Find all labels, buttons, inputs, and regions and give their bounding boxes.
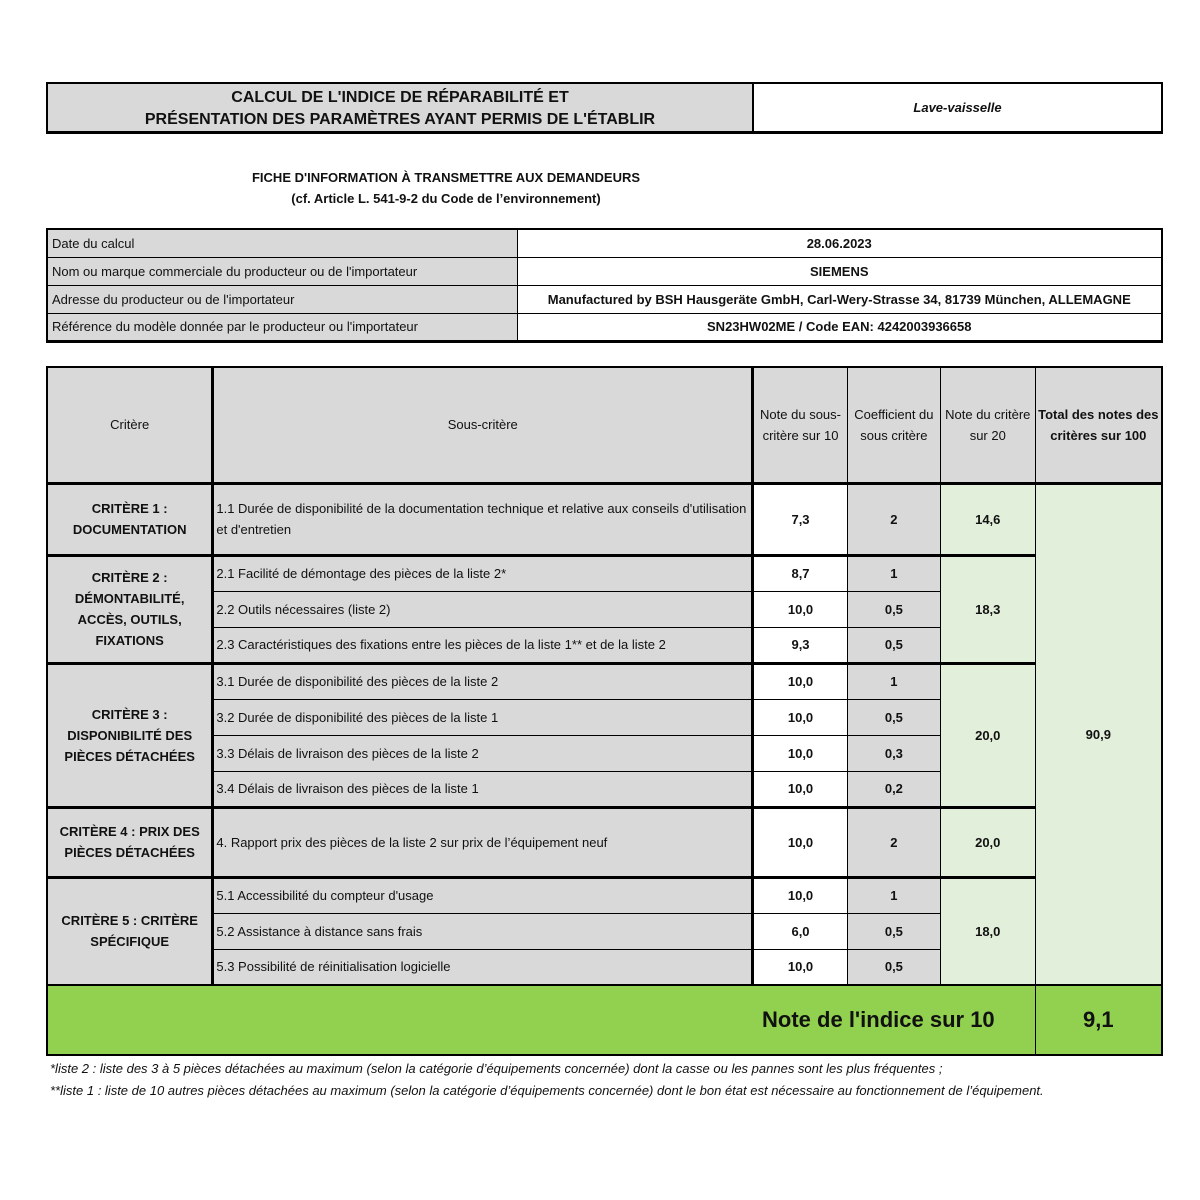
criterion-1-name: CRITÈRE 1 : DOCUMENTATION [47,483,213,555]
criterion-1-note: 14,6 [940,483,1035,555]
total-score: 90,9 [1035,483,1162,985]
sub-criterion-label: 5.3 Possibilité de réinitialisation logicielle [213,949,753,985]
info-row [47,257,1162,285]
sub-criterion-label: 2.1 Facilité de démontage des pièces de la liste 2* [213,555,753,591]
sub-criterion-label: 2.3 Caractéristiques des fixations entre les pièces de la liste 1** et de la liste 2 [213,627,753,663]
sub-criterion-label: 3.1 Durée de disponibilité des pièces de la liste 2 [213,663,753,699]
sub-criterion-label: 1.1 Durée de disponibilité de la documentation technique et relative aux conseils d'utilisation et d'entretien [213,483,753,555]
final-score-label: Note de l'indice sur 10 [47,985,1035,1055]
sub-criterion-label: 5.1 Accessibilité du compteur d'usage [213,877,753,913]
sub-criterion-coef: 1 [847,663,940,699]
info-table [46,228,1163,343]
sub-criterion-coef: 0,2 [847,771,940,807]
final-row [47,985,1162,1055]
sub-criterion-note: 10,0 [753,699,848,735]
subtitle-line-2: (cf. Article L. 541-9-2 du Code de l’environnement) [291,191,601,206]
criterion-2-name: CRITÈRE 2 : DÉMONTABILITÉ, ACCÈS, OUTILS, FIXATIONS [47,555,213,663]
title-line-1: CALCUL DE L'INDICE DE RÉPARABILITÉ ET [231,89,569,106]
sub-criterion-coef: 0,3 [847,735,940,771]
col-sous-critere: Sous-critère [213,367,753,483]
info-label: Date du calcul [47,229,517,257]
info-label: Adresse du producteur ou de l'importateur [47,285,517,313]
col-coefficient: Coefficient du sous critère [847,367,940,483]
sub-criterion-note: 10,0 [753,949,848,985]
criterion-2-note: 18,3 [940,555,1035,663]
sub-criterion-label: 3.4 Délais de livraison des pièces de la liste 1 [213,771,753,807]
sub-criterion-label: 2.2 Outils nécessaires (liste 2) [213,591,753,627]
criterion-4-note: 20,0 [940,807,1035,877]
table-header-row [47,367,1162,483]
table-row [47,807,1162,877]
sub-criterion-note: 10,0 [753,591,848,627]
sub-criterion-label: 4. Rapport prix des pièces de la liste 2 sur prix de l’équipement neuf [213,807,753,877]
sub-criterion-note: 9,3 [753,627,848,663]
col-critere: Critère [47,367,213,483]
sub-criterion-note: 10,0 [753,877,848,913]
sub-criterion-coef: 1 [847,555,940,591]
sub-criterion-coef: 1 [847,877,940,913]
document-title [46,82,754,134]
footnote-2: **liste 1 : liste de 10 autres pièces détachées au maximum (selon la catégorie d’équipements concernée) dont le bon état est nécessaire au fonctionnement de l’équipement. [50,1083,1044,1098]
sub-criterion-note: 7,3 [753,483,848,555]
sub-criterion-note: 8,7 [753,555,848,591]
table-row [47,877,1162,913]
sub-criterion-coef: 0,5 [847,627,940,663]
info-row [47,285,1162,313]
sub-criterion-note: 6,0 [753,913,848,949]
sub-criterion-label: 5.2 Assistance à distance sans frais [213,913,753,949]
product-type: Lave-vaisselle [752,82,1163,134]
criterion-5-name: CRITÈRE 5 : CRITÈRE SPÉCIFIQUE [47,877,213,985]
info-value: SIEMENS [517,257,1162,285]
sub-criterion-coef: 0,5 [847,949,940,985]
sub-criterion-coef: 2 [847,807,940,877]
sub-criterion-note: 10,0 [753,771,848,807]
col-note-sous-critere: Note du sous-critère sur 10 [753,367,848,483]
sub-criterion-label: 3.2 Durée de disponibilité des pièces de la liste 1 [213,699,753,735]
score-table [46,366,1163,1056]
sub-criterion-note: 10,0 [753,735,848,771]
footnote-1: *liste 2 : liste des 3 à 5 pièces détachées au maximum (selon la catégorie d’équipements concernée) dont la casse ou les pannes sont les plus fréquentes ; [50,1061,943,1076]
final-score-value: 9,1 [1035,985,1162,1055]
col-note-critere: Note du critère sur 20 [940,367,1035,483]
sub-criterion-note: 10,0 [753,807,848,877]
info-value: 28.06.2023 [517,229,1162,257]
criterion-4-name: CRITÈRE 4 : PRIX DES PIÈCES DÉTACHÉES [47,807,213,877]
sub-criterion-coef: 0,5 [847,913,940,949]
info-value: SN23HW02ME / Code EAN: 4242003936658 [517,313,1162,341]
info-row [47,229,1162,257]
criterion-5-note: 18,0 [940,877,1035,985]
sub-criterion-coef: 0,5 [847,591,940,627]
subtitle-line-1: FICHE D'INFORMATION À TRANSMETTRE AUX DEMANDEURS [251,170,641,185]
sub-criterion-coef: 2 [847,483,940,555]
table-row [47,555,1162,591]
criterion-3-name: CRITÈRE 3 : DISPONIBILITÉ DES PIÈCES DÉTACHÉES [47,663,213,807]
criterion-3-note: 20,0 [940,663,1035,807]
info-value: Manufactured by BSH Hausgeräte GmbH, Carl-Wery-Strasse 34, 81739 München, ALLEMAGNE [517,285,1162,313]
sub-criterion-label: 3.3 Délais de livraison des pièces de la liste 2 [213,735,753,771]
info-label: Nom ou marque commerciale du producteur ou de l'importateur [47,257,517,285]
info-label: Référence du modèle donnée par le producteur ou l'importateur [47,313,517,341]
sub-criterion-note: 10,0 [753,663,848,699]
title-line-2: PRÉSENTATION DES PARAMÈTRES AYANT PERMIS DE L'ÉTABLIR [144,111,656,128]
info-row [47,313,1162,341]
sub-criterion-coef: 0,5 [847,699,940,735]
table-row [47,663,1162,699]
col-total: Total des notes des critères sur 100 [1035,367,1162,483]
table-row [47,483,1162,555]
